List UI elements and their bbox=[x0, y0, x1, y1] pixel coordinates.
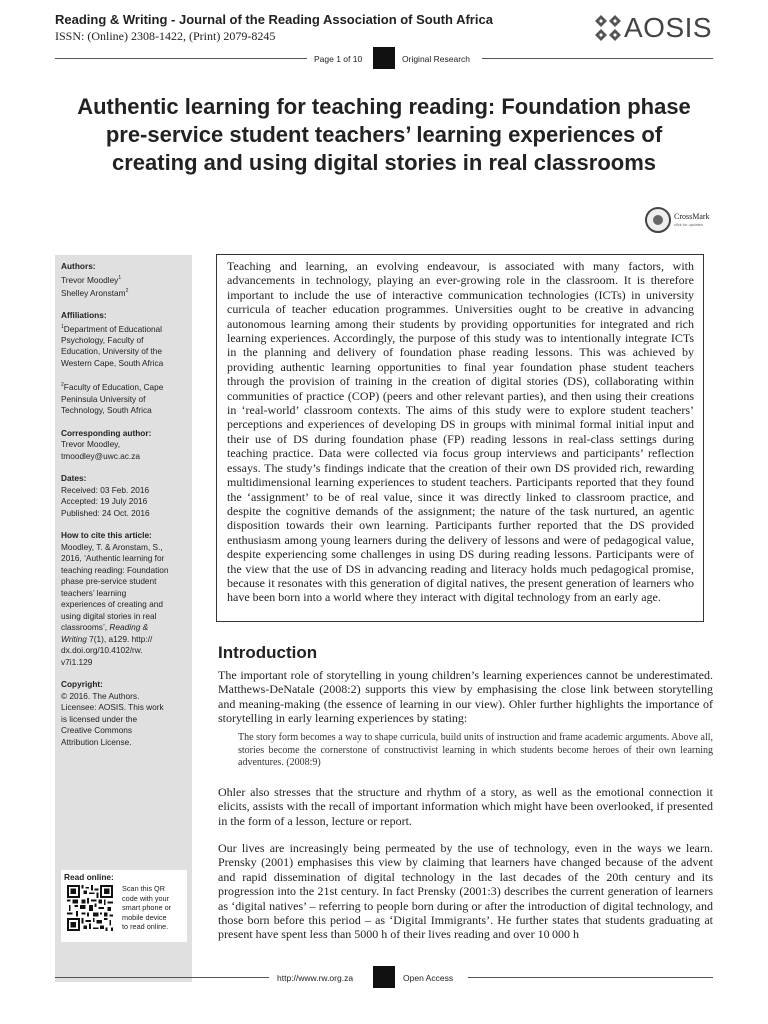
affiliations-section-2 bbox=[61, 380, 189, 416]
qr-instruction-line: to read online. bbox=[122, 922, 169, 932]
citation-heading: How to cite this article: bbox=[61, 530, 152, 541]
copyright-line: Licensee: AOSIS. This work bbox=[61, 702, 164, 713]
header-rule-right bbox=[482, 58, 713, 59]
affil-mark: 2 bbox=[61, 382, 64, 389]
footer-rule-left bbox=[55, 977, 269, 978]
qr-instruction-line: smart phone or bbox=[122, 903, 172, 913]
authors-section bbox=[61, 261, 189, 299]
intro-paragraph-1: The important role of storytelling in young children’s learning experiences cannot be underestimated. Matthews-DeNatale (2008:2) supports this view by emphasising the close link between storytelling and meaning-making (the essence of learning in our view). Ohler further highlights the importance of storytelling in early learning experiences by stating: bbox=[218, 668, 713, 726]
journal-title: Reading & Writing - Journal of the Reading Association of South Africa bbox=[55, 12, 493, 27]
crossmark-badge[interactable] bbox=[645, 207, 715, 237]
affiliation-line: Peninsula University of bbox=[61, 393, 146, 404]
citation-line: experiences of creating and bbox=[61, 599, 163, 610]
article-type: Original Research bbox=[402, 54, 471, 64]
crossmark-sub: click for updates bbox=[674, 222, 703, 227]
section-heading-introduction: Introduction bbox=[218, 643, 318, 662]
affil-mark: 1 bbox=[61, 323, 64, 330]
copyright-section bbox=[61, 679, 189, 748]
copyright-line: Creative Commons bbox=[61, 725, 133, 736]
corresponding-heading: Corresponding author: bbox=[61, 427, 152, 438]
citation-line: phase pre-service student bbox=[61, 576, 157, 587]
intro-paragraph-3: Our lives are increasingly being permeated by the use of technology, even in the ways we learn. Prensky (2001) emphasises this view by claiming that learners have changed because of the advent and rapid dissemination of digital technology in the last decades of the 20th century and its progression into the 21st century. In fact Prensky (2001:3) describes the current generation of learners as ‘digital natives’ – referring to people born during or after the introduction of digital technology, and those born before this period – as ‘Digital Immigrants’. He further states that students graduating at present have spent less than 5000 h of their lives reading and over 10 000 h bbox=[218, 841, 713, 942]
paper-title: Authentic learning for teaching reading: Foundation phase pre-service student teachers’ learning experiences of creating and using digital stories in real classrooms bbox=[77, 94, 691, 175]
authors-heading: Authors: bbox=[61, 261, 96, 271]
citation-line: using digital stories in real bbox=[61, 610, 157, 621]
crossmark-label: CrossMark bbox=[674, 212, 710, 221]
citation-line: classrooms’, bbox=[61, 622, 110, 633]
qr-instructions bbox=[122, 884, 184, 932]
citation-line: 7(1), a129. http:// bbox=[86, 633, 153, 644]
citation-section bbox=[61, 530, 189, 668]
citation-line: teaching reading: Foundation bbox=[61, 564, 169, 575]
intro-paragraph-2: Ohler also stresses that the structure and rhythm of a story, as well as the emotional connection it elicits, assists with the recall of important information which might have been overlooked, if presented in the form of a lesson, lecture or report. bbox=[218, 785, 713, 828]
dates-section bbox=[61, 473, 189, 519]
qr-instruction-line: code with your bbox=[122, 893, 170, 903]
author-affil-mark: 2 bbox=[125, 287, 129, 294]
copyright-line: Attribution License. bbox=[61, 736, 132, 747]
header-rule-left bbox=[55, 58, 307, 59]
affiliation-line: Psychology, Faculty of bbox=[61, 334, 144, 345]
affiliation-line: Western Cape, South Africa bbox=[61, 357, 164, 368]
citation-journal: Reading & bbox=[109, 622, 149, 633]
accepted-date: Accepted: 19 July 2016 bbox=[61, 496, 148, 507]
aosis-logo-icon bbox=[594, 14, 622, 42]
journal-url-link[interactable]: http://www.rw.org.za bbox=[277, 973, 354, 983]
qr-instruction-line: mobile device bbox=[122, 912, 167, 922]
affiliations-heading: Affiliations: bbox=[61, 310, 107, 321]
received-date: Received: 03 Feb. 2016 bbox=[61, 484, 150, 495]
affiliation-line: Technology, South Africa bbox=[61, 405, 152, 416]
citation-line: 2016, ‘Authentic learning for bbox=[61, 553, 165, 564]
block-quote: The story form becomes a way to shape curricula, build units of instruction and frame academic arguments. Above all, stories become the cornerstone of constructivist learning in which students become heroes of their own learning adventures. (2008:9) bbox=[238, 732, 713, 768]
corresponding-email[interactable]: tmoodley@uwc.ac.za bbox=[61, 450, 140, 461]
copyright-heading: Copyright: bbox=[61, 679, 103, 690]
corresponding-name: Trevor Moodley, bbox=[61, 439, 121, 450]
citation-doi[interactable]: v7i1.129 bbox=[61, 656, 93, 667]
citation-line: Moodley, T. & Aronstam, S., bbox=[61, 541, 163, 552]
abstract-text: Teaching and learning, an evolving endeavour, is associated with many factors, with advancements in technology, playing an ever-growing role in the classroom. It is therefore important to include the use of interactive communication technologies (ICTs) in university curricula of teacher education programmes. Universities ought to be creative in advancing autonomous learning among their students by providing opportunities for integrated and rich learning experiences. Accordingly, the purpose of this study was to intentionally integrate ICTs in the planning and delivery of foundation phase reading lessons. This was achieved by providing authentic learning opportunities to final year foundation phase student teachers through the provision of training in the creation of digital stories (DS), collaborating within communities of practice (COP) (peers and other relevant parties), and then using their creations in ‘real-world’ classroom contexts. The aims of this study were to explore student teachers’ perceptions and experiences of developing DS in groups with minimal formal initial input and their use of DS during foundation phase (FP) reading lessons in real-class settings during teaching practice. Data were collected via focus group interviews and participants’ reflection essays. The study’s findings indicate that the creation of their own DS provided rich, rewarding multidimensional learning experiences to student teachers. Participants reported that they found the ‘assignment’ to be of real value, since it was directly linked to classroom practice, and despite the cognitive demands of the assignment; the nature of the task nurtured, an agentic disposition towards their own learning. Participants further reported that the DS provided enthusiasm among young learners during the delivery of lessons and were of pedagogical value, despite experiencing some challenges in using DS during reading lessons. Participants were of the view that the use of DS in advancing reading and literacy holds much pedagogical promise, because it resonates with this generation of digital natives, the present generation of learners who have been born into a world where they interact with digital technology from an early age. bbox=[227, 259, 694, 605]
qr-instruction-line: Scan this QR bbox=[122, 884, 165, 893]
author-affil-mark: 1 bbox=[118, 274, 122, 281]
affiliation-line: Department of Educational bbox=[63, 323, 163, 334]
crossmark-icon bbox=[645, 207, 671, 233]
dates-heading: Dates: bbox=[61, 473, 87, 484]
citation-doi[interactable]: dx.doi.org/10.4102/rw. bbox=[61, 645, 143, 656]
header-divider-block bbox=[373, 47, 395, 69]
open-access-label: Open Access bbox=[403, 973, 454, 983]
citation-line: teachers’ learning bbox=[61, 587, 127, 598]
page-number: Page 1 of 10 bbox=[314, 54, 363, 64]
affiliations-section bbox=[61, 310, 189, 369]
affiliation-line: Faculty of Education, Cape bbox=[63, 382, 164, 393]
footer-rule-right bbox=[468, 977, 713, 978]
affiliation-line: Education, University of the bbox=[61, 346, 162, 357]
copyright-line: © 2016. The Authors. bbox=[61, 690, 140, 701]
aosis-logo-text: AOSIS bbox=[624, 12, 713, 43]
citation-journal: Writing bbox=[61, 633, 87, 644]
author-name: Trevor Moodley bbox=[61, 274, 119, 285]
read-online-heading: Read online: bbox=[64, 872, 114, 882]
issn-line: ISSN: (Online) 2308-1422, (Print) 2079-8245 bbox=[55, 29, 276, 43]
published-date: Published: 24 Oct. 2016 bbox=[61, 507, 150, 518]
author-name: Shelley Aronstam bbox=[61, 287, 126, 298]
qr-code-icon[interactable] bbox=[67, 885, 113, 931]
copyright-line: is licensed under the bbox=[61, 713, 138, 724]
corresponding-section bbox=[61, 428, 189, 463]
read-online-box bbox=[61, 870, 187, 942]
footer-divider-block bbox=[373, 966, 395, 988]
aosis-logo bbox=[594, 14, 719, 44]
abstract-box bbox=[216, 254, 704, 622]
